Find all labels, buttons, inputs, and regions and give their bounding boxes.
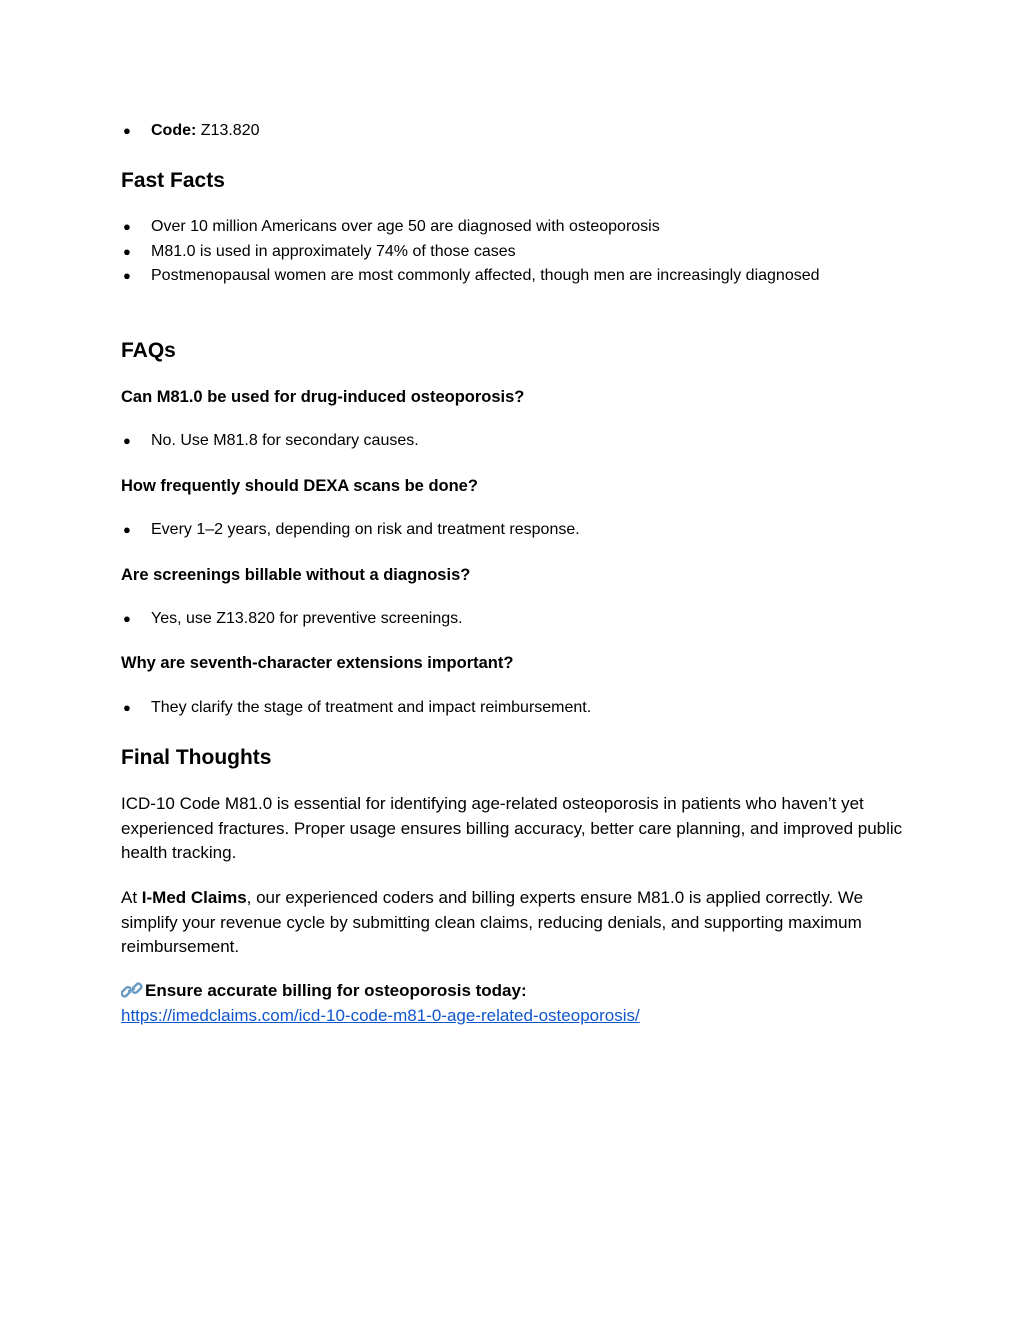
fast-fact-item (123, 240, 911, 264)
bullet-dot: ● (123, 611, 131, 626)
faq-answer (123, 696, 911, 720)
fast-fact-text: Postmenopausal women are most commonly affected, though men are increasingly diagnosed (151, 267, 820, 284)
fast-fact-item (123, 264, 871, 288)
cta-link[interactable]: https://imedclaims.com/icd-10-code-m81-0-age-related-osteoporosis/ (121, 1005, 640, 1025)
final-thoughts-paragraph: ICD-10 Code M81.0 is essential for identifying age-related osteoporosis in patients who haven’t yet experienced fractures. Proper usage ensures billing accuracy, better care planning, and improved public health tracking. (121, 794, 903, 862)
faq-question: Are screenings billable without a diagnosis? (121, 566, 471, 584)
faq-answer (123, 429, 911, 453)
fast-fact-text: Over 10 million Americans over age 50 are diagnosed with osteoporosis (151, 218, 660, 235)
bullet-dot: ● (123, 522, 131, 537)
paragraph-rest: , our experienced coders and billing experts ensure M81.0 is applied correctly. We simplify your revenue cycle by submitting clean claims, reducing denials, and supporting maximum reimbursement. (121, 888, 864, 956)
bullet-dot: ● (123, 123, 131, 138)
fast-fact-item (123, 215, 911, 239)
cta-block (121, 979, 906, 1028)
company-paragraph (121, 886, 906, 960)
bullet-dot: ● (123, 268, 131, 283)
faq-answer-text: Every 1–2 years, depending on risk and treatment response. (151, 521, 580, 538)
faq-question: Can M81.0 be used for drug-induced osteoporosis? (121, 388, 525, 406)
bullet-dot: ● (123, 700, 131, 715)
faq-question: How frequently should DEXA scans be done? (121, 477, 478, 495)
faqs-heading: FAQs (121, 339, 176, 362)
bullet-dot: ● (123, 433, 131, 448)
cta-text: Ensure accurate billing for osteoporosis today: (145, 981, 527, 1000)
code-bullet (123, 119, 911, 143)
faq-question: Why are seventh-character extensions important? (121, 654, 514, 672)
code-label: Code: (151, 122, 197, 139)
brand-name: I-Med Claims (141, 888, 247, 907)
faq-answer-text: Yes, use Z13.820 for preventive screenings. (151, 610, 463, 627)
faq-answer (123, 607, 911, 631)
code-value: Z13.820 (200, 122, 260, 139)
faq-answer-text: They clarify the stage of treatment and impact reimbursement. (151, 699, 592, 716)
link-icon (121, 981, 143, 999)
fast-fact-text: M81.0 is used in approximately 74% of those cases (151, 243, 516, 260)
final-thoughts-heading: Final Thoughts (121, 746, 272, 769)
fast-facts-heading: Fast Facts (121, 169, 225, 192)
faq-answer (123, 518, 911, 542)
faq-answer-text: No. Use M81.8 for secondary causes. (151, 432, 419, 449)
paragraph-prefix: At (121, 888, 142, 907)
bullet-dot: ● (123, 244, 131, 259)
bullet-dot: ● (123, 219, 131, 234)
